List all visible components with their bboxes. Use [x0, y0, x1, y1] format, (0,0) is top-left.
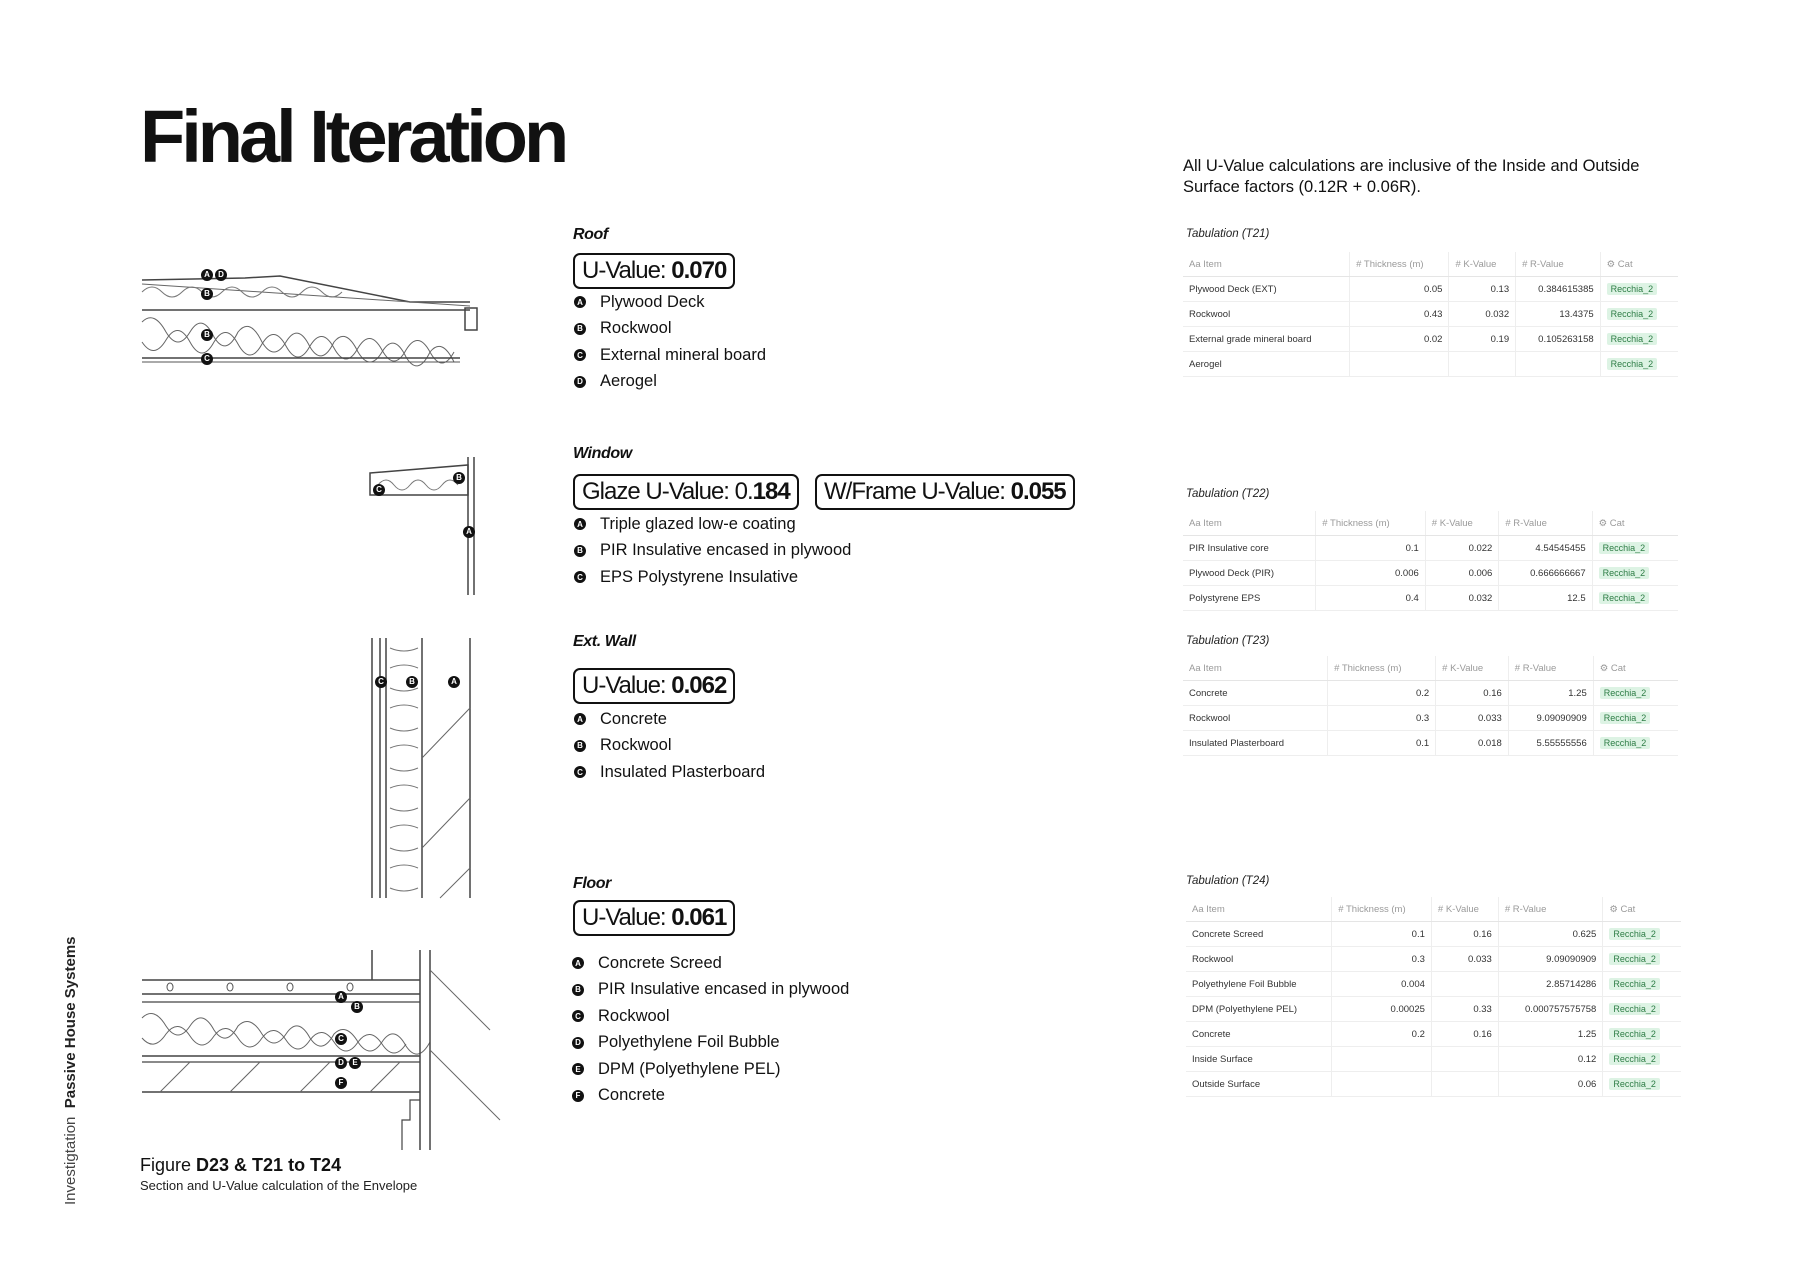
table-cell: 0.384615385: [1516, 277, 1601, 302]
wall-uvalue-label: U-Value:: [582, 672, 672, 699]
table-cell: [1592, 536, 1678, 561]
category-tag: Recchia_2: [1607, 283, 1658, 295]
legend-label: DPM (Polyethylene PEL): [598, 1059, 781, 1078]
legend-label: Concrete: [598, 1086, 665, 1105]
category-tag: Recchia_2: [1600, 712, 1651, 724]
column-header: # Thickness (m): [1350, 252, 1449, 277]
column-header: # R-Value: [1499, 511, 1592, 536]
table-row: [1183, 561, 1678, 586]
legend-label: Rockwool: [600, 736, 672, 755]
table-cell: 0.16: [1436, 681, 1509, 706]
marker-a-icon: A: [574, 296, 586, 308]
marker-c-icon: C: [574, 571, 586, 583]
roof-legend: [574, 289, 766, 395]
table-cell: [1603, 922, 1681, 947]
column-header: Aa Item: [1183, 511, 1316, 536]
column-header: ⚙ Cat: [1603, 897, 1681, 922]
table-row: [1183, 536, 1678, 561]
legend-label: Concrete Screed: [598, 953, 722, 972]
table-cell: 2.85714286: [1498, 972, 1603, 997]
table-row: [1186, 922, 1681, 947]
roof-marker-b2-icon: B: [201, 329, 213, 341]
table-cell: [1603, 997, 1681, 1022]
table-row: [1183, 706, 1678, 731]
table-cell: Polyethylene Foil Bubble: [1186, 972, 1332, 997]
table-cell: 1.25: [1508, 681, 1593, 706]
legend-label: Plywood Deck: [600, 292, 705, 311]
glaze-uvalue-box: [573, 474, 799, 510]
list-item: [572, 1083, 849, 1110]
category-tag: Recchia_2: [1609, 1053, 1660, 1065]
table-cell: 0.33: [1431, 997, 1498, 1022]
column-header: # Thickness (m): [1332, 897, 1432, 922]
table-cell: 4.54545455: [1499, 536, 1592, 561]
wall-marker-c-icon: C: [375, 676, 387, 688]
table-cell: [1603, 1072, 1681, 1097]
list-item: [574, 511, 851, 538]
wall-table: [1183, 656, 1678, 756]
list-item: [574, 369, 766, 396]
category-tag: Recchia_2: [1599, 542, 1650, 554]
table-cell: [1600, 302, 1678, 327]
wall-legend: [574, 706, 765, 786]
table-cell: [1350, 352, 1449, 377]
roof-uvalue: 0.070: [671, 257, 727, 284]
marker-b-icon: B: [574, 740, 586, 752]
roof-marker-b-icon: B: [201, 288, 213, 300]
table-cell: [1592, 561, 1678, 586]
figure-caption: [140, 1155, 341, 1176]
table-cell: Polystyrene EPS: [1183, 586, 1316, 611]
category-tag: Recchia_2: [1607, 308, 1658, 320]
table-cell: Aerogel: [1183, 352, 1350, 377]
table-cell: 0.666666667: [1499, 561, 1592, 586]
list-item: [574, 759, 765, 786]
table-cell: [1593, 681, 1678, 706]
marker-c-icon: C: [574, 349, 586, 361]
category-tag: Recchia_2: [1607, 333, 1658, 345]
floor-table: [1186, 897, 1681, 1097]
table-cell: [1603, 947, 1681, 972]
table-cell: Concrete Screed: [1186, 922, 1332, 947]
legend-label: Triple glazed low-e coating: [600, 514, 796, 533]
marker-c-icon: C: [572, 1010, 584, 1022]
window-marker-b-icon: B: [453, 472, 465, 484]
intro-text: All U-Value calculations are inclusive of the Inside and Outside Surface factors (0.12R + 0.06R).: [1183, 157, 1640, 196]
legend-label: Rockwool: [600, 319, 672, 338]
table-row: [1186, 947, 1681, 972]
floor-section-drawing: [140, 950, 505, 1150]
floor-uvalue-label: U-Value:: [582, 904, 672, 931]
table-cell: Rockwool: [1183, 302, 1350, 327]
category-tag: Recchia_2: [1607, 358, 1658, 370]
table-cell: DPM (Polyethylene PEL): [1186, 997, 1332, 1022]
table-cell: 0.12: [1498, 1047, 1603, 1072]
category-tag: Recchia_2: [1600, 737, 1651, 749]
table-cell: Concrete: [1183, 681, 1328, 706]
category-tag: Recchia_2: [1609, 953, 1660, 965]
sidebar-label: [62, 936, 79, 1205]
list-item: [572, 1003, 849, 1030]
wall-title: Ext. Wall: [573, 633, 636, 650]
table-cell: 0.16: [1431, 922, 1498, 947]
roof-marker-c-icon: C: [201, 353, 213, 365]
roof-table-label: Tabulation (T21): [1186, 228, 1270, 240]
table-cell: 0.2: [1328, 681, 1436, 706]
list-item: [574, 316, 766, 343]
table-cell: 0.3: [1332, 947, 1432, 972]
table-cell: 0.1: [1316, 536, 1426, 561]
column-header: # K-Value: [1431, 897, 1498, 922]
table-cell: 0.625: [1498, 922, 1603, 947]
floor-title: Floor: [573, 875, 611, 892]
wall-table-label: Tabulation (T23): [1186, 635, 1270, 647]
table-cell: 0.033: [1436, 706, 1509, 731]
wall-uvalue: 0.062: [671, 672, 727, 699]
table-row: [1183, 277, 1678, 302]
column-header: ⚙ Cat: [1600, 252, 1678, 277]
table-cell: Plywood Deck (EXT): [1183, 277, 1350, 302]
column-header: Aa Item: [1183, 252, 1350, 277]
roof-table: [1183, 252, 1678, 377]
list-item: [572, 1030, 849, 1057]
page-title: Final Iteration: [140, 95, 566, 178]
category-tag: Recchia_2: [1599, 567, 1650, 579]
table-row: [1186, 1022, 1681, 1047]
window-title: Window: [573, 445, 632, 462]
list-item: [574, 342, 766, 369]
marker-e-icon: E: [572, 1063, 584, 1075]
legend-label: PIR Insulative encased in plywood: [600, 541, 852, 560]
table-cell: [1600, 327, 1678, 352]
table-row: [1183, 731, 1678, 756]
floor-marker-e-icon: E: [349, 1057, 361, 1069]
column-header: # R-Value: [1508, 656, 1593, 681]
roof-title: Roof: [573, 226, 608, 243]
table-cell: 0.00025: [1332, 997, 1432, 1022]
table-cell: 9.09090909: [1498, 947, 1603, 972]
table-cell: 12.5: [1499, 586, 1592, 611]
table-row: [1183, 327, 1678, 352]
table-cell: 9.09090909: [1508, 706, 1593, 731]
legend-label: Concrete: [600, 709, 667, 728]
table-cell: 0.006: [1316, 561, 1426, 586]
table-cell: Rockwool: [1186, 947, 1332, 972]
legend-label: Polyethylene Foil Bubble: [598, 1033, 780, 1052]
window-marker-c-icon: C: [373, 484, 385, 496]
legend-label: PIR Insulative encased in plywood: [598, 980, 850, 999]
roof-uvalue-label: U-Value:: [582, 257, 672, 284]
list-item: [572, 950, 849, 977]
window-marker-a-icon: A: [463, 526, 475, 538]
list-item: [572, 1056, 849, 1083]
table-cell: 1.25: [1498, 1022, 1603, 1047]
table-cell: 0.032: [1449, 302, 1516, 327]
frame-uvalue-label: W/Frame U-Value:: [824, 478, 1011, 505]
table-cell: 0.018: [1436, 731, 1509, 756]
column-header: # K-Value: [1425, 511, 1499, 536]
glaze-uvalue-label: Glaze U-Value: 0.: [582, 478, 753, 505]
table-cell: Insulated Plasterboard: [1183, 731, 1328, 756]
column-header: # R-Value: [1498, 897, 1603, 922]
table-cell: 0.19: [1449, 327, 1516, 352]
table-cell: PIR Insulative core: [1183, 536, 1316, 561]
table-cell: Rockwool: [1183, 706, 1328, 731]
table-cell: [1600, 352, 1678, 377]
table-row: [1183, 352, 1678, 377]
floor-marker-f-icon: F: [335, 1077, 347, 1089]
column-header: # Thickness (m): [1316, 511, 1426, 536]
sidebar-prefix: Investigtation: [62, 1116, 79, 1205]
table-cell: 0.006: [1425, 561, 1499, 586]
table-cell: [1600, 277, 1678, 302]
category-tag: Recchia_2: [1609, 1028, 1660, 1040]
table-cell: 0.1: [1332, 922, 1432, 947]
table-cell: 0.43: [1350, 302, 1449, 327]
category-tag: Recchia_2: [1609, 978, 1660, 990]
wall-marker-b-icon: B: [406, 676, 418, 688]
table-cell: [1593, 731, 1678, 756]
table-row: [1186, 997, 1681, 1022]
caption-bold: D23 & T21 to T24: [196, 1155, 342, 1175]
list-item: [574, 706, 765, 733]
list-item: [572, 977, 849, 1004]
table-cell: 0.4: [1316, 586, 1426, 611]
table-row: [1183, 681, 1678, 706]
frame-uvalue-box: [815, 474, 1075, 510]
table-cell: 0.16: [1431, 1022, 1498, 1047]
table-row: [1183, 302, 1678, 327]
table-cell: Concrete: [1186, 1022, 1332, 1047]
table-cell: [1516, 352, 1601, 377]
table-cell: 13.4375: [1516, 302, 1601, 327]
wall-section-drawing: [370, 638, 480, 900]
category-tag: Recchia_2: [1609, 928, 1660, 940]
table-header-row: [1183, 656, 1678, 681]
legend-label: EPS Polystyrene Insulative: [600, 567, 799, 586]
sidebar-section: Passive House Systems: [62, 936, 79, 1109]
category-tag: Recchia_2: [1609, 1078, 1660, 1090]
floor-uvalue-box: [573, 900, 735, 936]
column-header: # K-Value: [1436, 656, 1509, 681]
floor-marker-c-icon: C: [335, 1033, 347, 1045]
table-cell: 0.000757575758: [1498, 997, 1603, 1022]
roof-uvalue-box: [573, 253, 735, 289]
table-cell: [1332, 1072, 1432, 1097]
table-cell: Outside Surface: [1186, 1072, 1332, 1097]
table-cell: Plywood Deck (PIR): [1183, 561, 1316, 586]
window-legend: [574, 511, 851, 591]
marker-d-icon: D: [572, 1037, 584, 1049]
floor-marker-a-icon: A: [335, 991, 347, 1003]
table-cell: Inside Surface: [1186, 1047, 1332, 1072]
table-cell: 0.1: [1328, 731, 1436, 756]
table-cell: 5.55555556: [1508, 731, 1593, 756]
floor-marker-d-icon: D: [335, 1057, 347, 1069]
marker-f-icon: F: [572, 1090, 584, 1102]
list-item: [574, 289, 766, 316]
frame-uvalue: 0.055: [1010, 478, 1066, 505]
category-tag: Recchia_2: [1609, 1003, 1660, 1015]
floor-marker-b-icon: B: [351, 1001, 363, 1013]
table-cell: 0.02: [1350, 327, 1449, 352]
marker-d-icon: D: [574, 376, 586, 388]
legend-label: Aerogel: [600, 372, 657, 391]
floor-uvalue: 0.061: [671, 904, 727, 931]
table-cell: [1603, 1022, 1681, 1047]
column-header: # K-Value: [1449, 252, 1516, 277]
roof-marker-a-icon: A: [201, 269, 213, 281]
legend-label: External mineral board: [600, 345, 766, 364]
figure-subtitle: Section and U-Value calculation of the Envelope: [140, 1178, 418, 1193]
legend-label: Rockwool: [598, 1006, 670, 1025]
table-cell: 0.022: [1425, 536, 1499, 561]
table-cell: 0.13: [1449, 277, 1516, 302]
marker-b-icon: B: [574, 545, 586, 557]
table-cell: 0.032: [1425, 586, 1499, 611]
category-tag: Recchia_2: [1599, 592, 1650, 604]
table-row: [1186, 1072, 1681, 1097]
list-item: [574, 733, 765, 760]
table-cell: 0.033: [1431, 947, 1498, 972]
table-cell: [1449, 352, 1516, 377]
table-cell: 0.3: [1328, 706, 1436, 731]
table-cell: 0.004: [1332, 972, 1432, 997]
caption-prefix: Figure: [140, 1155, 197, 1175]
column-header: # R-Value: [1516, 252, 1601, 277]
wall-uvalue-box: [573, 668, 735, 704]
table-cell: [1593, 706, 1678, 731]
column-header: # Thickness (m): [1328, 656, 1436, 681]
table-cell: [1603, 972, 1681, 997]
table-cell: 0.06: [1498, 1072, 1603, 1097]
table-cell: [1592, 586, 1678, 611]
marker-a-icon: A: [574, 713, 586, 725]
table-cell: [1332, 1047, 1432, 1072]
category-tag: Recchia_2: [1600, 687, 1651, 699]
table-cell: [1431, 1072, 1498, 1097]
roof-marker-d-icon: D: [215, 269, 227, 281]
column-header: ⚙ Cat: [1593, 656, 1678, 681]
table-header-row: [1186, 897, 1681, 922]
table-header-row: [1183, 252, 1678, 277]
table-cell: 0.105263158: [1516, 327, 1601, 352]
legend-label: Insulated Plasterboard: [600, 762, 766, 781]
table-row: [1183, 586, 1678, 611]
column-header: ⚙ Cat: [1592, 511, 1678, 536]
table-header-row: [1183, 511, 1678, 536]
table-cell: 0.2: [1332, 1022, 1432, 1047]
list-item: [574, 538, 851, 565]
marker-c-icon: C: [574, 766, 586, 778]
marker-b-icon: B: [574, 323, 586, 335]
table-cell: [1431, 1047, 1498, 1072]
table-row: [1186, 1047, 1681, 1072]
table-cell: 0.05: [1350, 277, 1449, 302]
marker-a-icon: A: [574, 518, 586, 530]
table-row: [1186, 972, 1681, 997]
floor-legend: [572, 950, 849, 1109]
table-cell: External grade mineral board: [1183, 327, 1350, 352]
list-item: [574, 564, 851, 591]
table-cell: [1431, 972, 1498, 997]
window-table: [1183, 511, 1678, 611]
column-header: Aa Item: [1186, 897, 1332, 922]
table-cell: [1603, 1047, 1681, 1072]
marker-a-icon: A: [572, 957, 584, 969]
floor-table-label: Tabulation (T24): [1186, 875, 1270, 887]
glaze-uvalue: 184: [752, 478, 790, 505]
column-header: Aa Item: [1183, 656, 1328, 681]
wall-marker-a-icon: A: [448, 676, 460, 688]
marker-b-icon: B: [572, 984, 584, 996]
roof-section-drawing: [140, 262, 480, 372]
window-table-label: Tabulation (T22): [1186, 488, 1270, 500]
